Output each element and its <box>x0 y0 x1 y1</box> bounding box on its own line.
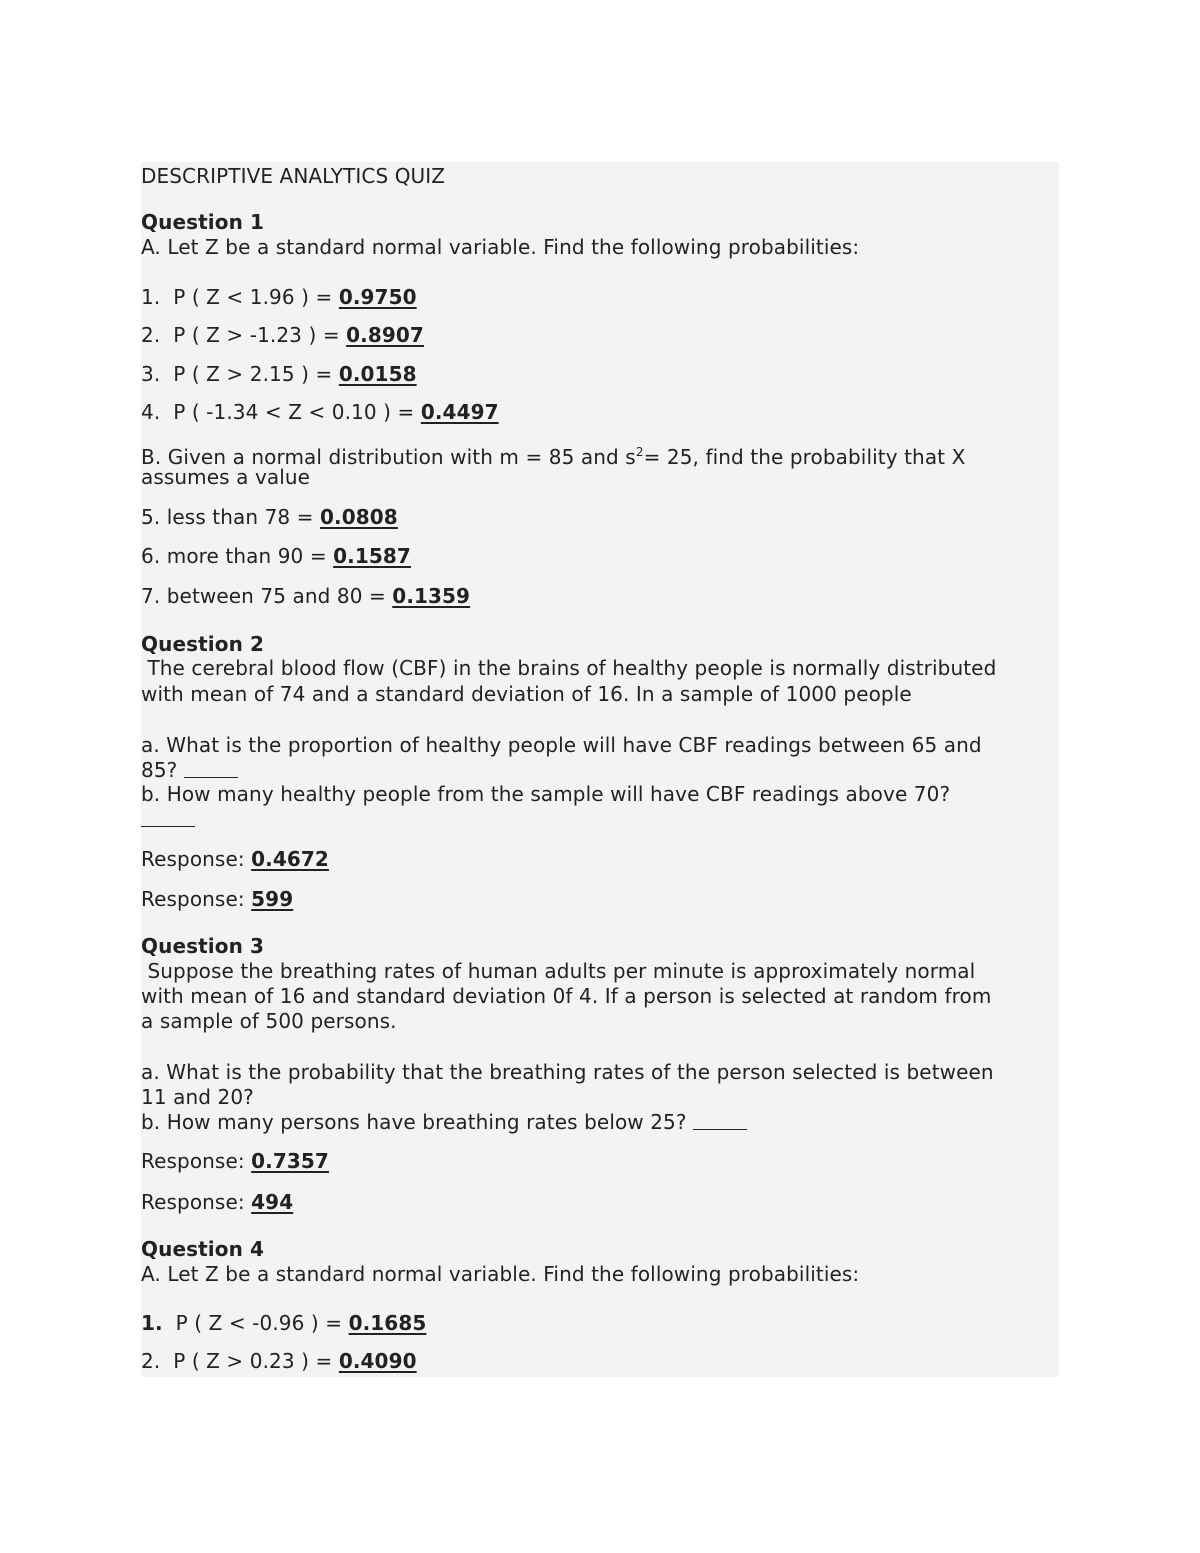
q2-response-b: Response: 599 <box>141 887 294 911</box>
question-1-part-a: A. Let Z be a standard normal variable. Find the following probabilities: <box>141 235 860 259</box>
question-2-a-1: a. What is the proportion of healthy people will have CBF readings between 65 and <box>141 733 982 757</box>
question-4-part-a: A. Let Z be a standard normal variable. Find the following probabilities: <box>141 1262 860 1286</box>
q1-answer-1: 0.9750 <box>338 285 417 309</box>
q1-answer-7: 0.1359 <box>392 584 471 608</box>
answer-blank <box>184 776 238 778</box>
question-3-b-1: b. How many persons have breathing rates below 25? <box>141 1110 747 1135</box>
q1-item-3: 3. P ( Z > 2.15 ) = 0.0158 <box>141 362 417 386</box>
q1-answer-4: 0.4497 <box>420 400 499 424</box>
answer-blank <box>693 1128 747 1130</box>
q1-item-7: 7. between 75 and 80 = 0.1359 <box>141 584 471 608</box>
q1-item-1: 1. P ( Z < 1.96 ) = 0.9750 <box>141 285 417 309</box>
question-3-a-2: 11 and 20? <box>141 1085 254 1109</box>
q1-item-6: 6. more than 90 = 0.1587 <box>141 544 411 568</box>
q3-response-a: Response: 0.7357 <box>141 1149 329 1173</box>
q1-answer-2: 0.8907 <box>346 323 424 347</box>
question-2-b-1: b. How many healthy people from the sample will have CBF readings above 70? <box>141 782 951 806</box>
answer-blank <box>141 825 195 827</box>
question-2-text-1: The cerebral blood flow (CBF) in the brains of healthy people is normally distributed <box>141 656 997 680</box>
q1-item-2: 2. P ( Z > -1.23 ) = 0.8907 <box>141 323 424 347</box>
question-1-part-b: B. Given a normal distribution with m = 85 and $s^2= 25$, find the probability that X <box>141 445 966 469</box>
question-4-heading: Question 4 <box>141 1237 264 1261</box>
q4-answer-2: 0.4090 <box>338 1349 417 1373</box>
question-3-a-1: a. What is the probability that the breathing rates of the person selected is between <box>141 1060 994 1084</box>
question-2-b-blank <box>141 807 195 832</box>
q1-item-4: 4. P ( -1.34 < Z < 0.10 ) = 0.4497 <box>141 400 499 424</box>
q2-response-a: Response: 0.4672 <box>141 847 329 871</box>
question-3-heading: Question 3 <box>141 934 264 958</box>
q2-answer-a: 0.4672 <box>251 847 329 871</box>
q3-answer-b: 494 <box>251 1190 294 1214</box>
question-3-text-1: Suppose the breathing rates of human adults per minute is approximately normal <box>141 959 976 983</box>
question-3-text-3: a sample of 500 persons. <box>141 1009 397 1033</box>
q1-answer-3: 0.0158 <box>338 362 417 386</box>
q4-item-2: 2. P ( Z > 0.23 ) = 0.4090 <box>141 1349 417 1373</box>
q1-answer-6: 0.1587 <box>333 544 411 568</box>
question-3-text-2: with mean of 16 and standard deviation 0f 4. If a person is selected at random from <box>141 984 992 1008</box>
q4-answer-1: 0.1685 <box>348 1311 427 1335</box>
question-2-text-2: with mean of 74 and a standard deviation of 16. In a sample of 1000 people <box>141 682 912 706</box>
question-1-heading: Question 1 <box>141 210 264 234</box>
question-2-heading: Question 2 <box>141 632 264 656</box>
q2-answer-b: 599 <box>251 887 294 911</box>
q1-item-5: 5. less than 78 = 0.0808 <box>141 505 398 529</box>
question-1-part-b-cont: assumes a value <box>141 465 311 489</box>
q1-answer-5: 0.0808 <box>320 505 398 529</box>
q3-answer-a: 0.7357 <box>251 1149 329 1173</box>
question-2-a-2: 85? <box>141 758 238 783</box>
document-title: DESCRIPTIVE ANALYTICS QUIZ <box>141 164 446 188</box>
q3-response-b: Response: 494 <box>141 1190 294 1214</box>
q4-item-1: 1. P ( Z < -0.96 ) = 0.1685 <box>141 1311 427 1335</box>
